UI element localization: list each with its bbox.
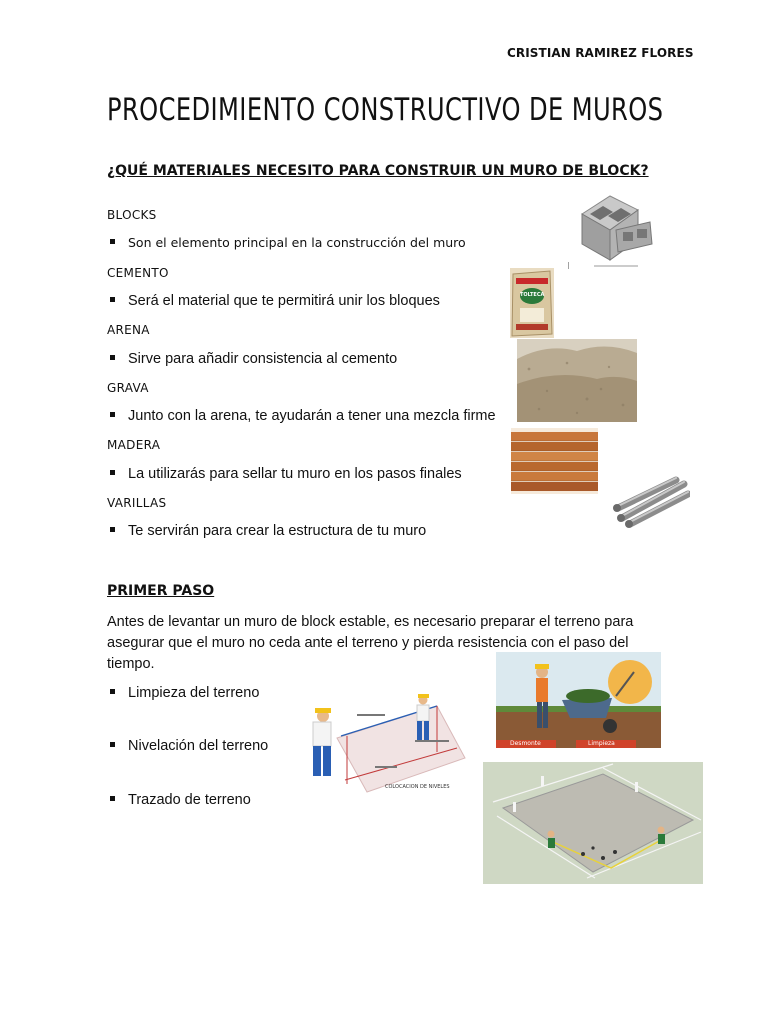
first-step-paragraph: Antes de levantar un muro de block estable, es necesario preparar el terreno para asegurar que el muro no ceda ante el terreno y pierda resistencia con el paso del tiempo. xyxy=(107,614,634,672)
author-name: CRISTIAN RAMIREZ FLORES xyxy=(507,46,694,60)
material-label-grava: GRAVA xyxy=(107,381,149,395)
material-desc-arena xyxy=(110,351,397,367)
material-label-blocks: BLOCKS xyxy=(107,208,157,222)
bullet-icon xyxy=(110,470,115,475)
material-desc-grava xyxy=(110,408,496,424)
wood-image xyxy=(511,428,598,494)
step-bullet-cleaning xyxy=(110,685,259,701)
bullet-icon xyxy=(110,796,115,801)
bullet-icon xyxy=(110,742,115,747)
material-label-madera: MADERA xyxy=(107,438,161,452)
material-label-cemento: CEMENTO xyxy=(107,266,169,280)
material-desc-text: La utilizarás para sellar tu muro en los pasos finales xyxy=(128,466,462,482)
material-desc-text: Sirve para añadir consistencia al cemento xyxy=(128,351,398,367)
material-desc-blocks xyxy=(110,235,466,250)
leveling-illustration xyxy=(297,688,469,800)
material-desc-text: Te servirán para crear la estructura de tu muro xyxy=(128,523,427,539)
page-title: PROCEDIMIENTO CONSTRUCTIVO DE MUROS xyxy=(107,92,664,128)
materials-heading: ¿QUÉ MATERIALES NECESITO PARA CONSTRUIR UN MURO DE BLOCK? xyxy=(107,163,649,179)
cleaning-illustration xyxy=(496,652,661,748)
step-bullet-text: Trazado de terreno xyxy=(128,792,251,808)
material-label-arena: ARENA xyxy=(107,323,150,337)
material-desc-madera xyxy=(110,466,462,482)
bullet-icon xyxy=(110,412,115,417)
material-desc-text: Junto con la arena, te ayudarán a tener una mezcla firme xyxy=(128,408,496,424)
sand-image xyxy=(517,339,637,422)
material-desc-text: Son el elemento principal en la construcción del muro xyxy=(128,235,466,250)
cleaning-label-desmonte: Desmonte xyxy=(510,740,541,747)
material-label-varillas: VARILLAS xyxy=(107,496,167,510)
bullet-icon xyxy=(110,527,115,532)
bullet-icon xyxy=(110,689,115,694)
step-bullet-text: Limpieza del terreno xyxy=(128,685,260,701)
step-bullet-layout xyxy=(110,792,251,808)
step-bullet-text: Nivelación del terreno xyxy=(128,738,269,754)
layout-illustration xyxy=(483,762,703,884)
rebar-image xyxy=(612,474,690,532)
material-desc-varillas xyxy=(110,523,426,539)
concrete-block-image xyxy=(568,186,656,272)
bullet-icon xyxy=(110,297,115,302)
cleaning-label-limpieza: Limpieza xyxy=(588,740,615,747)
leveling-caption: COLOCACION DE NIVELES xyxy=(385,784,450,790)
cement-brand-text: TOLTECA xyxy=(520,292,545,298)
material-desc-cemento xyxy=(110,293,440,309)
step-bullet-leveling xyxy=(110,738,268,754)
cement-bag-image xyxy=(510,268,554,338)
first-step-heading: PRIMER PASO xyxy=(107,583,215,599)
bullet-icon xyxy=(110,239,115,244)
material-desc-text: Será el material que te permitirá unir los bloques xyxy=(128,293,440,309)
bullet-icon xyxy=(110,355,115,360)
